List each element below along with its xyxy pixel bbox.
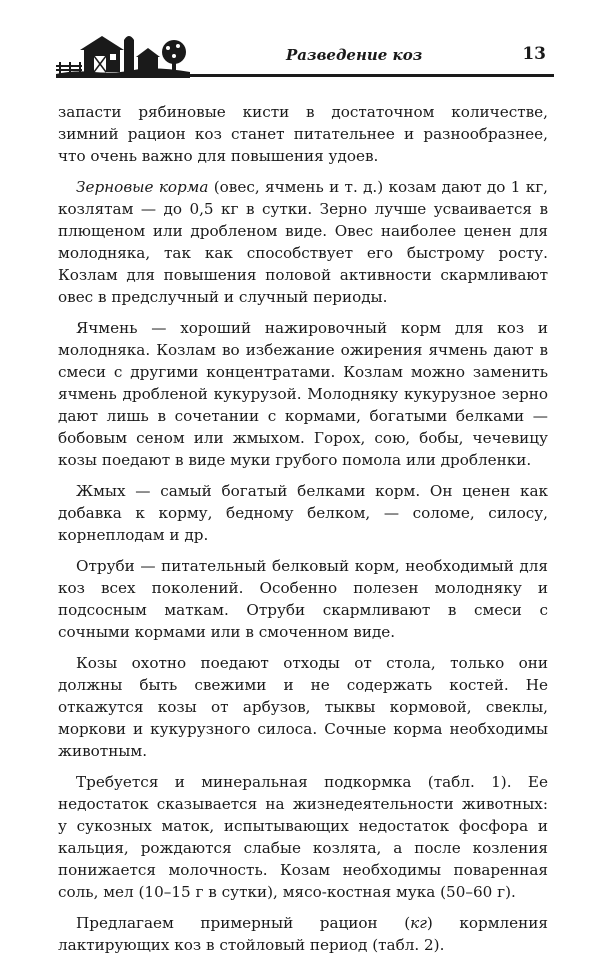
paragraph [58,912,548,956]
page-header [54,30,554,82]
paragraph: Ячмень — хороший нажировочный корм для коз и молодняка. Козлам во избежание ожирения ячмень дают в смеси с другими концентратами. Козлам можно заменить ячмень дробленой кукурузой. Молодняку кукурузное зерно дают лишь в сочетании с кормами, богатыми белками — бобовым сеном или жмыхом. Горох, сою, бобы, чечевицу козы поедают в виде муки грубого помола или дробленки. [58,319,548,469]
paragraph-text: (овес, ячмень и т. д.) козам дают до 1 кг, козлятам — до 0,5 кг в сутки. Зерно лучше усваивается в плющеном или дробленом виде. Овес наиболее ценен для молодняка, так как способствует его быстрому росту. Козлам для повышения половой активности скармливают овес в предслучный и случный периоды. [58,178,548,306]
italic-unit: кг [410,914,427,932]
running-title: Разведение коз [286,46,423,64]
paragraph: Отруби — питательный белковый корм, необходимый для коз всех поколений. Особенно полезен молодняку и подсосным маткам. Отруби скармливают в смеси с сочными кормами или в смоченном виде. [58,557,548,641]
paragraph-text: ) кормления лактирующих коз в стойловый период (табл. 2). [58,914,548,954]
page-body [58,101,548,956]
paragraph: Требуется и минеральная подкормка (табл. 1). Ее недостаток сказывается на жизнедеятельности животных: у сукозных маток, испытывающих недостаток фосфора и кальция, рождаются слабые козлята, а после козления понижается молочность. Козам необходимы поваренная соль, мел (10–15 г в сутки), мясо-костная мука (50–60 г). [58,773,548,901]
paragraph-text: Предлагаем примерный рацион ( [76,914,411,932]
paragraph [58,176,548,308]
farm-logo-icon [54,30,192,82]
header-rule [190,74,554,77]
page-number: 13 [522,44,546,64]
paragraph: Жмых — самый богатый белками корм. Он ценен как добавка к корму, бедному белком, — соломе, силосу, корнеплодам и др. [58,482,548,544]
paragraph: запасти рябиновые кисти в достаточном количестве, зимний рацион коз станет питательнее и разнообразнее, что очень важно для повышения удоев. [58,103,548,165]
paragraph: Козы охотно поедают отходы от стола, только они должны быть свежими и не содержать костей. Не откажутся козы от арбузов, тыквы кормовой, свеклы, моркови и кукурузного силоса. Сочные корма необходимы животным. [58,654,548,760]
italic-term: Зерновые корма [76,178,209,196]
